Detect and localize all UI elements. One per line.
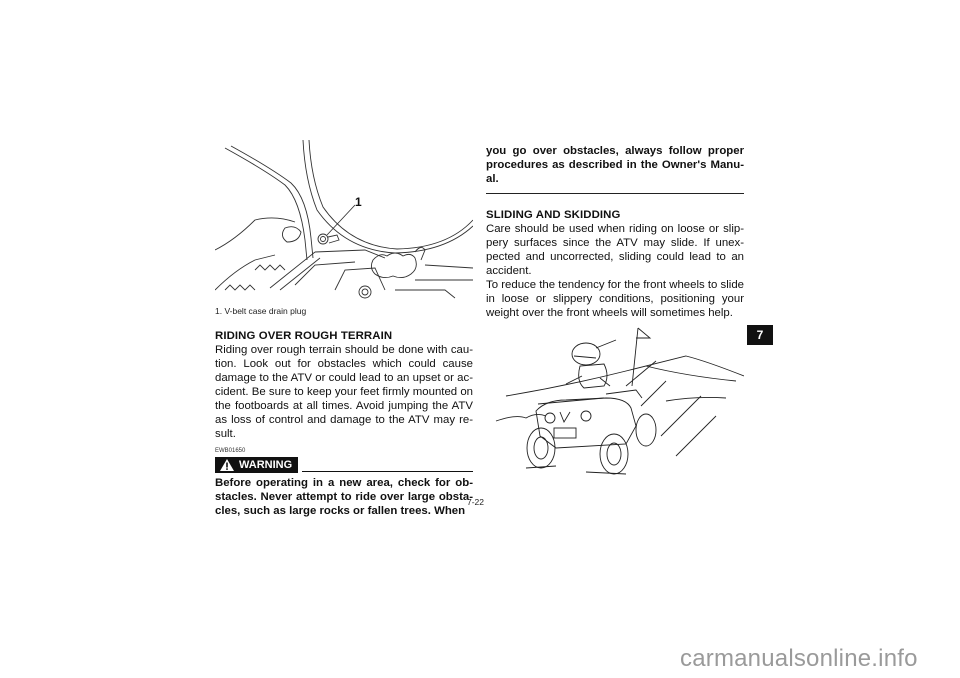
warning-badge — [215, 457, 298, 473]
warning-text-part-1: Before operating in a new area, check for ob- stacles. Never attempt to ride over large obsta- cles, such as large rocks or fallen trees. When — [215, 477, 473, 517]
page-number: 7-22 — [467, 497, 485, 507]
callout-number: 1 — [355, 195, 362, 209]
warning-triangle-icon — [220, 459, 234, 471]
watermark: carmanualsonline.info — [680, 645, 918, 672]
warning-label: WARNING — [239, 459, 293, 471]
figure-caption: 1. V-belt case drain plug — [215, 306, 307, 316]
v-belt-drain-plug-illustration — [215, 140, 473, 300]
atv-rider-illustration — [486, 326, 744, 476]
warning-end-rule — [486, 193, 744, 194]
sliding-paragraph-1: Care should be used when riding on loose or slip- pery surfaces since the ATV may slide. If unex- pected and uncorrected, sliding could lead to an accident. — [486, 223, 744, 277]
left-column — [215, 140, 473, 518]
warning-code: EWB01650 — [215, 448, 246, 454]
warning-header — [215, 457, 473, 473]
warning-text-part-2: you go over obstacles, always follow proper procedures as described in the Owner's Manu- al. — [486, 145, 744, 185]
sliding-paragraph-2: To reduce the tendency for the front wheels to slide in loose or slippery conditions, positioning your weight over the front wheels will sometimes help. — [486, 279, 744, 319]
rough-terrain-paragraph: Riding over rough terrain should be done with cau- tion. Look out for obstacles which could cause damage to the ATV or could lead to an upset or ac- cident. Be sure to keep your feet firmly mounted on the footboards at all times. Avoid jumping the ATV as loss of control and damage to the ATV may re- sult. — [215, 344, 473, 440]
section-heading-rough-terrain: RIDING OVER ROUGH TERRAIN — [215, 330, 393, 342]
drain-plug-figure — [215, 140, 473, 316]
section-heading-sliding: SLIDING AND SKIDDING — [486, 209, 621, 221]
right-column — [486, 144, 744, 481]
atv-rider-figure — [486, 326, 744, 481]
chapter-tab: 7 — [747, 325, 773, 345]
warning-divider — [302, 471, 473, 472]
